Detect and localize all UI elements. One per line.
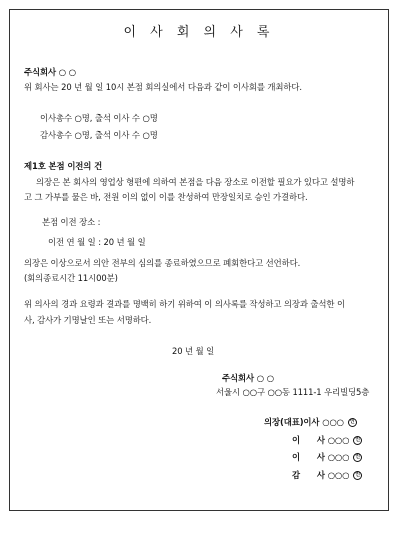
signature-role: 의장(대표)이사 xyxy=(264,417,320,427)
certification-line1: 위 의사의 경과 요령과 결과를 명백히 하기 위하여 이 의사록를 작성하고 의장과 출석한 이 xyxy=(24,299,345,309)
signature-row xyxy=(292,452,362,463)
seal-icon: 인 xyxy=(353,471,362,480)
opening-line: 위 회사는 20 년 월 일 10시 본점 회의실에서 다음과 같이 이사회를 개최하다. xyxy=(24,82,302,92)
date-line: 20 년 월 일 xyxy=(172,346,215,356)
certification-line2: 사, 감사가 기명날인 또는 서명하다. xyxy=(24,315,152,325)
seal-icon: 인 xyxy=(353,436,362,445)
director-attendance: 이사총수 ○명, 출석 이사 수 ○명 xyxy=(40,113,158,123)
signature-name: ○○○ xyxy=(322,417,344,427)
document-page xyxy=(9,9,389,511)
seal-icon: 인 xyxy=(348,418,357,427)
auditor-attendance: 감사총수 ○명, 출석 이사 수 ○명 xyxy=(40,130,158,140)
relocation-place-label: 본점 이전 장소 : xyxy=(42,217,101,227)
agenda-title: 제1호 본점 이전의 건 xyxy=(24,161,103,171)
company-header: 주식회사 ○ ○ xyxy=(24,67,77,77)
signature-role: 이 사 xyxy=(292,435,325,445)
signature-name: ○○○ xyxy=(327,470,350,480)
seal-icon: 인 xyxy=(353,453,362,462)
end-time: (회의종료시간 11시00분) xyxy=(24,273,118,283)
agenda-paragraph-line2: 고 그 가부를 물은 바, 전원 이의 없이 이를 찬성하여 만장일치로 승인 가결하다. xyxy=(24,192,308,202)
agenda-paragraph-line1: 의장은 본 회사의 영업상 형편에 의하여 본점을 다음 장소로 이전할 필요가 있다고 설명하 xyxy=(36,177,355,187)
document-title: 이 사 회 의 사 록 xyxy=(123,25,275,40)
signature-row xyxy=(264,417,357,428)
signature-role: 감 사 xyxy=(292,470,325,480)
signature-name: ○○○ xyxy=(327,452,350,462)
signature-role: 이 사 xyxy=(292,452,325,462)
company-footer: 주식회사 ○ ○ xyxy=(222,373,275,383)
company-address: 서울시 ○○구 ○○동 1111-1 우리빌딩5층 xyxy=(216,387,370,397)
signature-name: ○○○ xyxy=(327,435,350,445)
signature-row xyxy=(292,435,362,446)
relocation-date-label: 이전 연 월 일 : 20 년 월 일 xyxy=(48,237,146,247)
signature-row xyxy=(292,470,362,481)
closing-line: 의장은 이상으로서 의안 전부의 심의를 종료하였으므로 폐회한다고 선언하다. xyxy=(24,258,301,268)
